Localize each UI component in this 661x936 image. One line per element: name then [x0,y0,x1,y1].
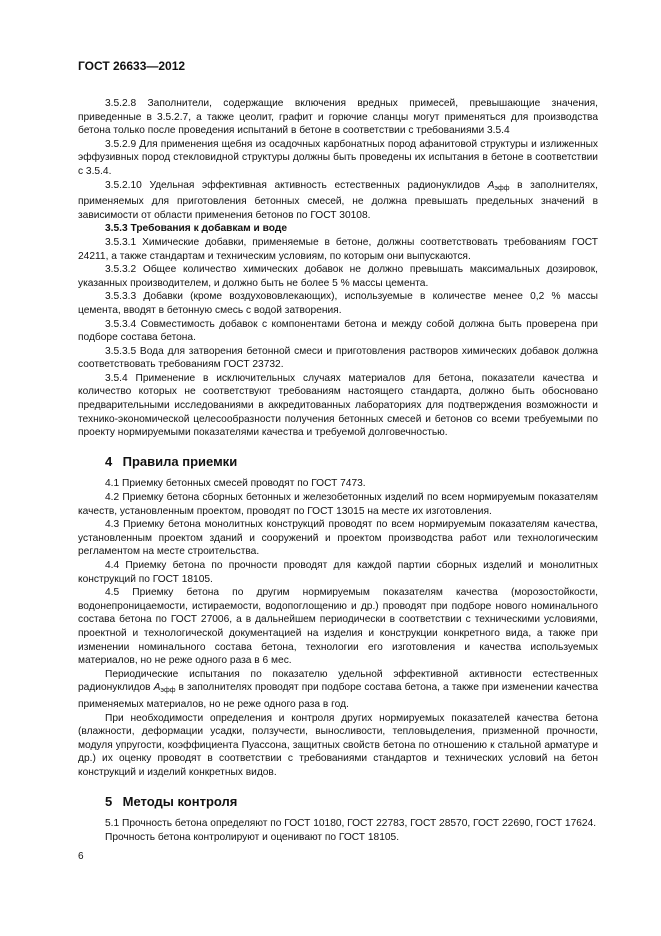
activity-subscript: эфф [494,184,510,192]
paragraph-3-5-2-10: 3.5.2.10 Удельная эффективная активность естественных радионуклидов $А_{эфф}$ в заполнителях, применяемых для приготовления бетонных смесей, не должна превышать предельных значений в зависимости от области применения бетонов по ГОСТ 30108. [78,179,598,221]
paragraph-3-5-3-2: 3.5.3.2 Общее количество химических добавок не должно превышать максимальных дозировок, указанных производителем, и должно быть не более 5 % массы цемента. [78,264,598,289]
paragraph-periodic-tests: Периодические испытания по показателю удельной эффективной активности естественных радионуклидов $А_{эфф}$ в заполнителях проводят при подборе состава бетона, а также при изменении качества применяемых материалов, но не реже одного раза в год. [78,668,598,710]
document-body [78,97,598,844]
paragraph-other-indicators: При необходимости определения и контроля других нормируемых показателей качества бетона (влажности, деформации усадки, ползучести, выносливости, тепловыделения, призменной прочности, модуля упругости, коэффициента Пуассона, защитных свойств бетона по отношению к стальной арматуре и др.) их оценку проводят в соответствии с требованиями стандартов и технических условий на бетон конструкций и изделий конкретных видов. [78,712,598,778]
page-number: 6 [78,851,84,862]
paragraph-4-3: 4.3 Приемку бетона монолитных конструкций проводят по всем нормируемым показателям качества, установленным проектом зданий и сооружений и проектом производства работ или технологическим регламентом на месте строительства. [78,519,598,558]
paragraph-3-5-3-3: 3.5.3.3 Добавки (кроме воздухововлекающих), используемые в количестве менее 0,2 % массы цемента, вводят в бетонную смесь с водой затворения. [78,291,598,316]
activity-symbol: А [487,179,495,191]
paragraph-3-5-3-4: 3.5.3.4 Совместимость добавок с компонентами бетона и между собой должна быть проверена при подборе состава бетона. [78,318,598,344]
paragraph-3-5-3-5: 3.5.3.5 Вода для затворения бетонной смеси и приготовления растворов химических добавок должна соответствовать требованиям ГОСТ 23732. [78,345,598,371]
section-heading-5: 5 Методы контроля [105,793,238,809]
subsection-title-3-5-3: 3.5.3 Требования к добавкам и воде [105,223,287,235]
paragraph-4-4: 4.4 Приемку бетона по прочности проводят для каждой партии сборных изделий и монолитных конструкций по ГОСТ 18105. [78,560,598,585]
paragraph-3-5-4: 3.5.4 Применение в исключительных случаях материалов для бетона, показатели качества и количество которых не соответствуют требованиям настоящего стандарта, должно быть обосновано предварительными исследованиями в аккредитованных лабораториях для подтверждения возможности и технико-экономической целесообразности получения бетонных смесей и бетонов со всеми требуемыми по проекту нормируемыми показателями качества и требуемой долговечностью. [78,372,598,439]
activity-symbol: А [153,682,161,694]
paragraph-5-1-strength: Прочность бетона контролируют и оценивают по ГОСТ 18105. [105,831,400,843]
paragraph-4-1: 4.1 Приемку бетонных смесей проводят по ГОСТ 7473. [105,478,366,490]
activity-subscript: эфф [160,687,176,695]
paragraph-3-5-2-8: 3.5.2.8 Заполнители, содержащие включения вредных примесей, превышающие значения, приведенные в 3.5.2.7, а также цеолит, графит и горючие сланцы могут применяться для производства бетона только после проведения испытаний в бетоне в соответствии с требованиями 3.5.4 [78,98,598,137]
section-heading-4: 4 Правила приемки [105,453,238,469]
paragraph-4-5: 4.5 Приемку бетона по другим нормируемым показателям качества (морозостойкости, водонепроницаемости, истираемости, водопоглощению и др.) проводят при подборе нового номинального состава бетона по ГОСТ 27006, а в дальнейшем периодически в соответствии с техническими условиями, проектной и технологической документацией на изделия и конструкции конкретного вида, а также при изменении номинального состава бетона, технологии его изготовления и качества используемых материалов, но не реже одного раза в 6 мес. [78,587,598,667]
paragraph-3-5-2-9: 3.5.2.9 Для применения щебня из осадочных карбонатных пород афанитовой структуры и излиженных эффузивных пород стекловидной структуры должны быть проведены их испытания в бетоне в соответствии с 3.5.4. [78,138,598,177]
paragraph-4-2: 4.2 Приемку бетона сборных бетонных и железобетонных изделий по всем нормируемым показателям качеств, установленным проектом, проводят по ГОСТ 13015 на месте их изготовления. [78,492,598,517]
document-header: ГОСТ 26633—2012 [78,59,186,73]
paragraph-5-1: 5.1 Прочность бетона определяют по ГОСТ 10180, ГОСТ 22783, ГОСТ 28570, ГОСТ 22690, ГОСТ 17624. [105,818,597,830]
paragraph-3-5-3-1: 3.5.3.1 Химические добавки, применяемые в бетоне, должны соответствовать требованиям ГОСТ 24211, а также стандартам и техническим условиям, по которым они выпускаются. [78,236,598,262]
